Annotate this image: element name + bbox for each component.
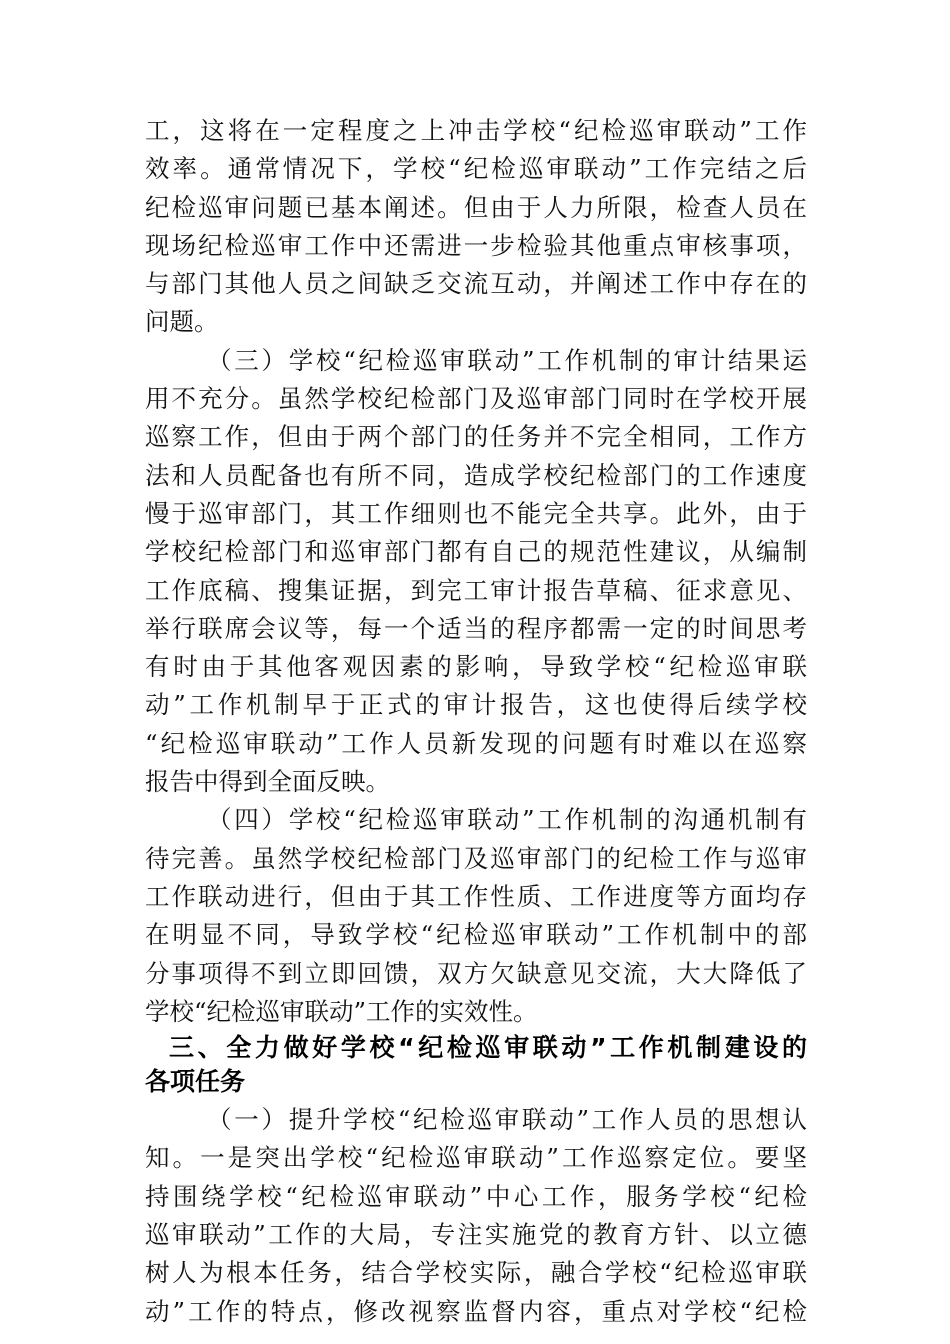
text-line: 与部门其他人员之间缺乏交流互动，并阐述工作中存在的 — [145, 269, 807, 299]
paragraph-continuation — [145, 112, 807, 342]
text-line: （四）学校“纪检巡审联动”工作机制的沟通机制有 — [207, 805, 807, 835]
text-line: 工，这将在一定程度之上冲击学校“纪检巡审联动”工作 — [145, 116, 807, 145]
paragraph-section-4 — [145, 801, 807, 1031]
text-line: 效率。通常情况下，学校“纪检巡审联动”工作完结之后 — [145, 154, 807, 184]
text-line: 纪检巡审问题已基本阐述。但由于人力所限，检查人员在 — [145, 192, 807, 222]
paragraph-section-3 — [145, 342, 807, 802]
section-heading — [145, 1031, 807, 1099]
text-line: 持围绕学校“纪检巡审联动”中心工作，服务学校“纪检 — [145, 1181, 807, 1211]
text-line: 待完善。虽然学校纪检部门及巡审部门的纪检工作与巡审 — [145, 843, 807, 873]
text-line: 工作联动进行，但由于其工作性质、工作进度等方面均存 — [145, 881, 807, 911]
text-line: 法和人员配备也有所不同，造成学校纪检部门的工作速度 — [145, 460, 807, 490]
text-line: 学校纪检部门和巡审部门都有自己的规范性建议，从编制 — [145, 537, 807, 567]
text-line: 分事项得不到立即回馈，双方欠缺意见交流，大大降低了 — [145, 958, 807, 988]
text-line: 在明显不同，导致学校“纪检巡审联动”工作机制中的部 — [145, 920, 807, 950]
paragraph-section-1 — [145, 1101, 807, 1331]
text-line: 学校“纪检巡审联动”工作的实效性。 — [145, 996, 538, 1026]
heading-line: 各项任务 — [145, 1067, 246, 1097]
text-line: 用不充分。虽然学校纪检部门及巡审部门同时在学校开展 — [145, 384, 807, 414]
text-line: 问题。 — [145, 307, 219, 337]
text-line: （一）提升学校“纪检巡审联动”工作人员的思想认 — [207, 1105, 807, 1135]
text-line: 知。一是突出学校“纪检巡审联动”工作巡察定位。要坚 — [145, 1143, 807, 1173]
text-line: 工作底稿、搜集证据，到完工审计报告草稿、征求意见、 — [145, 575, 807, 605]
text-line: 有时由于其他客观因素的影响，导致学校“纪检巡审联 — [145, 652, 807, 682]
text-line: 巡察工作，但由于两个部门的任务并不完全相同，工作方 — [145, 422, 807, 452]
heading-line: 三、全力做好学校“纪检巡审联动”工作机制建设的 — [169, 1033, 807, 1063]
text-line: 动”工作的特点，修改视察监督内容，重点对学校“纪检 — [145, 1296, 807, 1326]
text-line: （三）学校“纪检巡审联动”工作机制的审计结果运 — [207, 345, 807, 375]
text-line: 树人为根本任务，结合学校实际，融合学校“纪检巡审联 — [145, 1258, 807, 1288]
text-line: 举行联席会议等，每一个适当的程序都需一定的时间思考 — [145, 613, 807, 643]
text-line: 动”工作机制早于正式的审计报告，这也使得后续学校 — [145, 690, 807, 720]
text-line: 报告中得到全面反映。 — [145, 767, 390, 797]
text-line: 慢于巡审部门，其工作细则也不能完全共享。此外，由于 — [145, 498, 807, 528]
text-line: 巡审联动”工作的大局，专注实施党的教育方针、以立德 — [145, 1220, 807, 1250]
document-body — [145, 112, 807, 1331]
text-line: “纪检巡审联动”工作人员新发现的问题有时难以在巡察 — [145, 728, 807, 758]
text-line: 现场纪检巡审工作中还需进一步检验其他重点审核事项， — [145, 230, 807, 260]
